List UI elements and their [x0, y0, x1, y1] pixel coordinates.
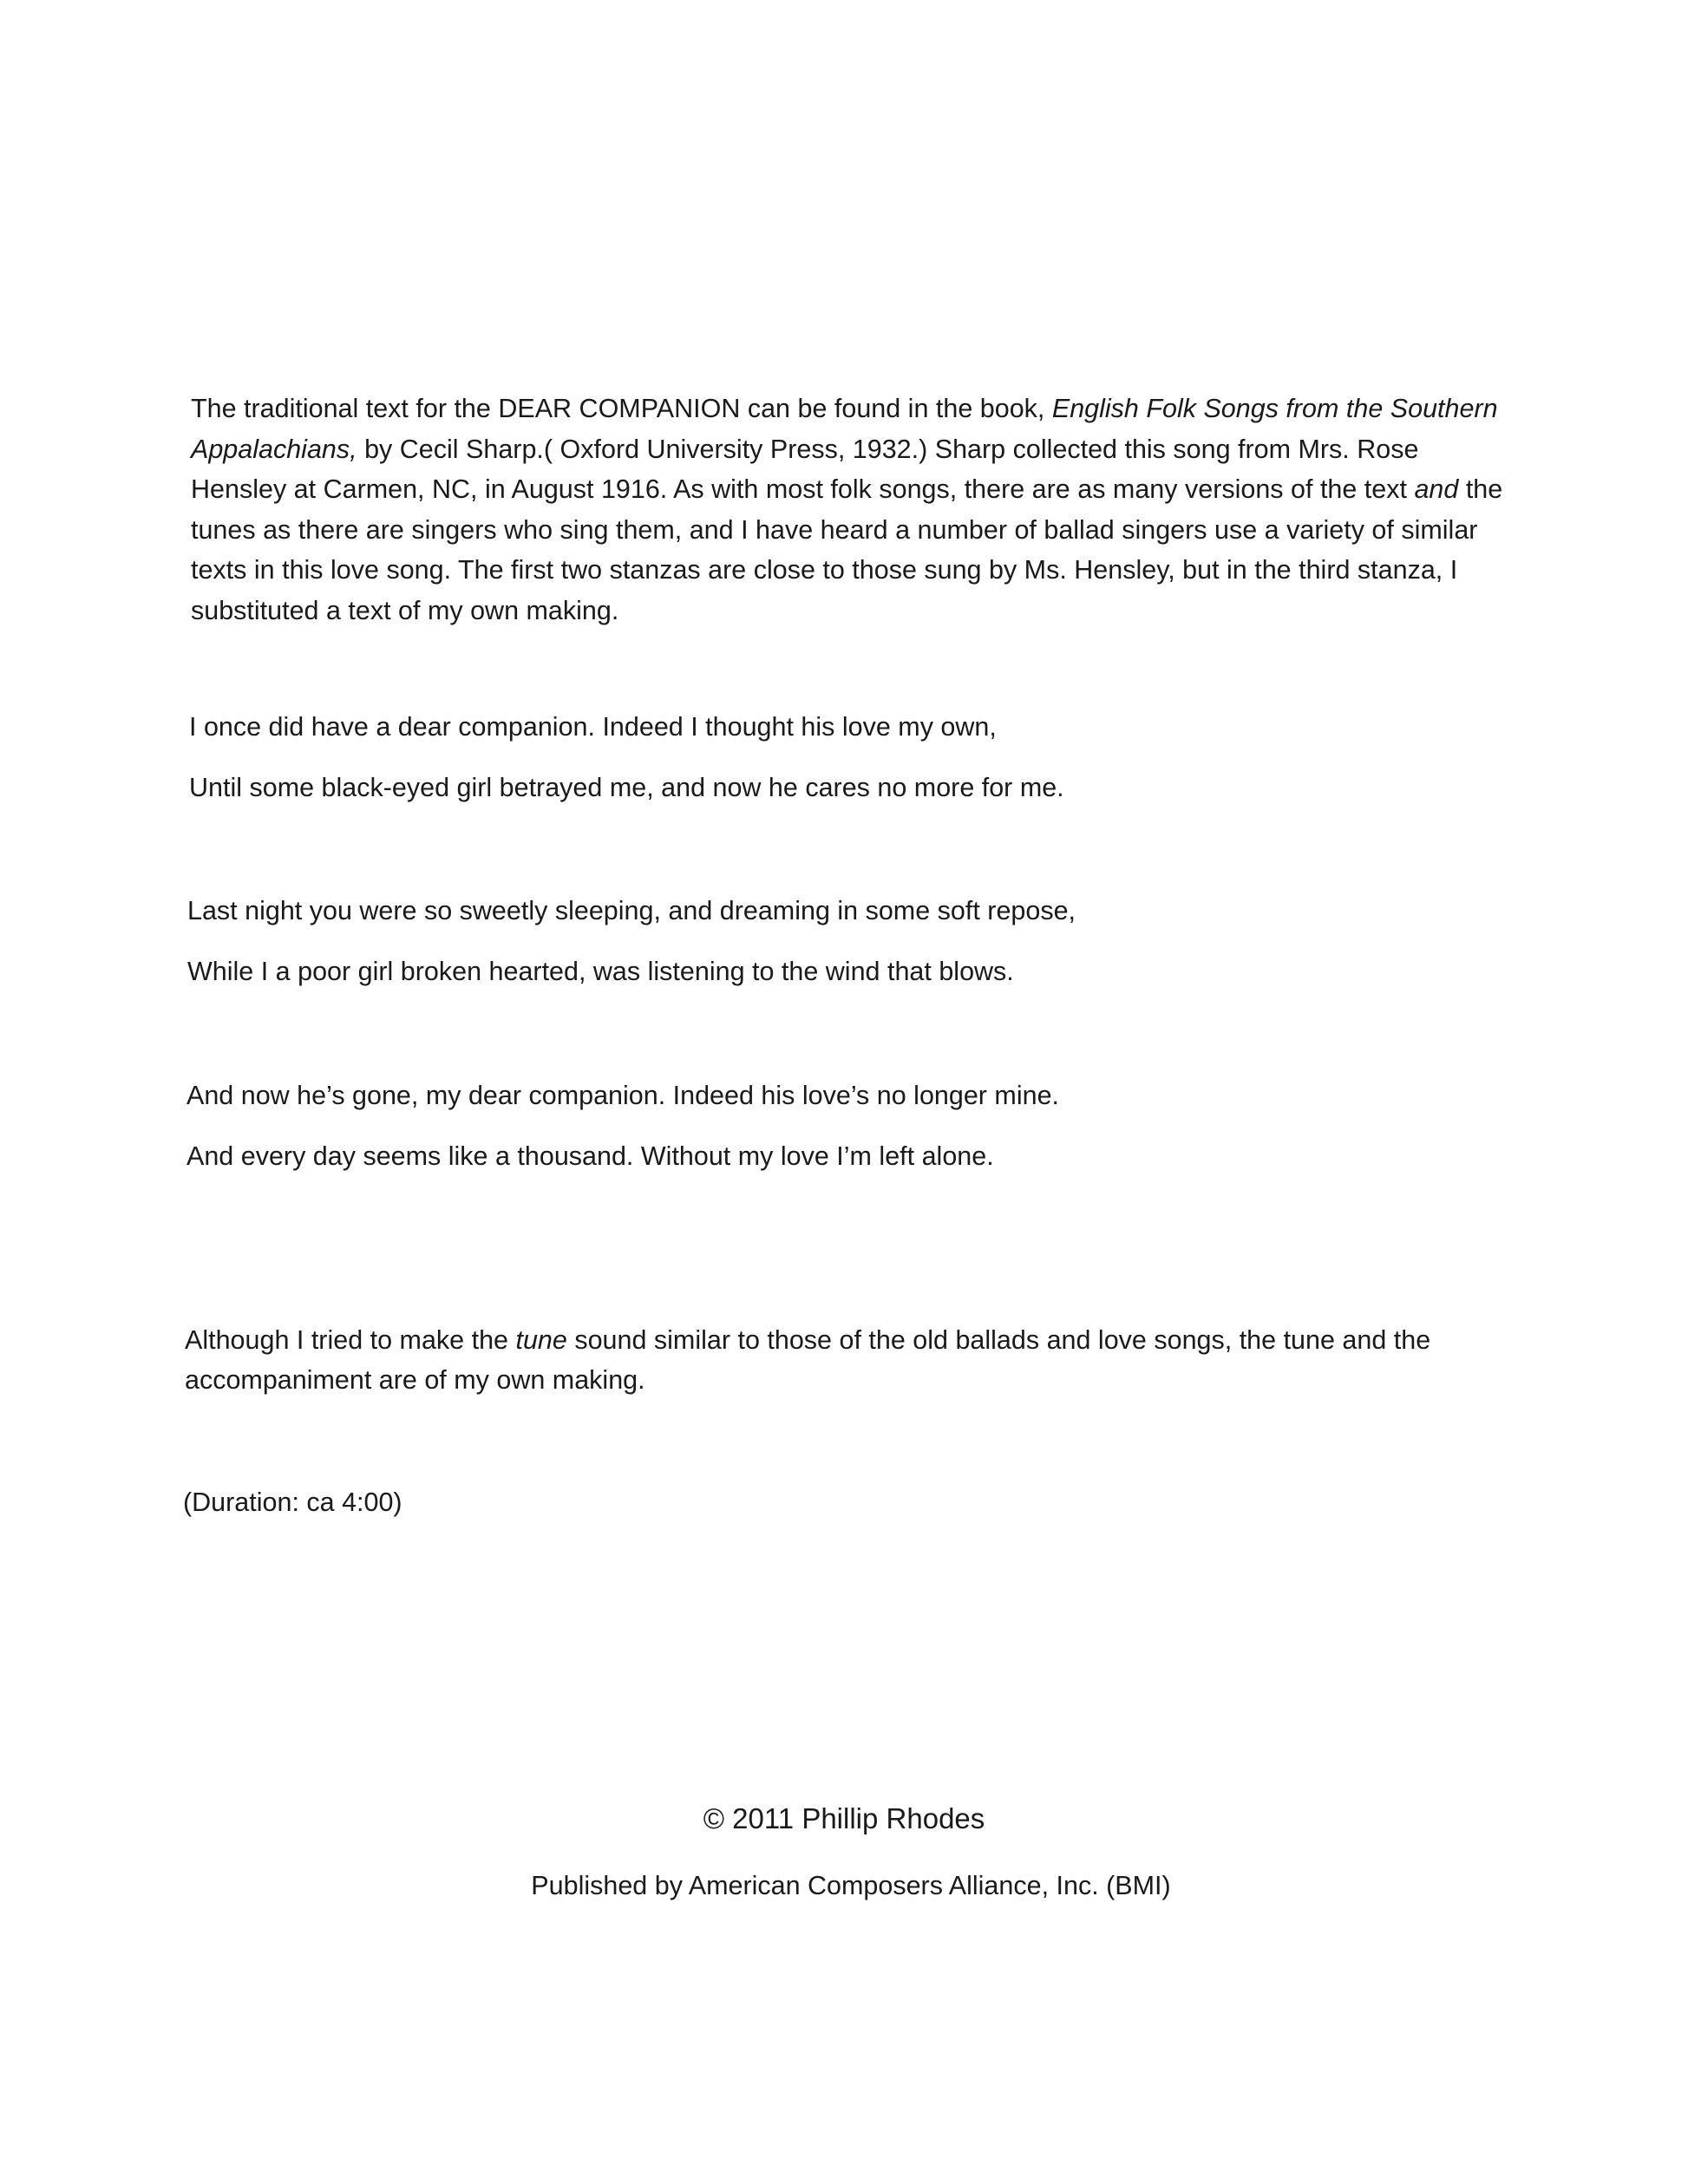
intro-paragraph: [191, 389, 1509, 631]
copyright-line: © 2011 Phillip Rhodes: [703, 1802, 985, 1834]
stanza-2-line-2: While I a poor girl broken hearted, was listening to the wind that blows.: [187, 957, 1014, 986]
closing-paragraph: [185, 1320, 1503, 1400]
stanza-1-line-2: Until some black-eyed girl betrayed me, and now he cares no more for me.: [189, 773, 1064, 802]
stanza-2-line-1: Last night you were so sweetly sleeping, and dreaming in some soft repose,: [187, 896, 1076, 925]
emphasis-and: and: [1414, 474, 1459, 504]
closing-text-1: Although I tried to make the: [185, 1325, 516, 1355]
emphasis-tune: tune: [515, 1325, 567, 1355]
intro-text-3: the tunes as there are singers who sing them, and I have heard a number of ballad singers use a variety of similar texts in this love song. The first two stanzas are close to those sung by Ms. Hensley, but in the third stanza, I substituted a text of my own making.: [191, 474, 1503, 625]
book-title: English Folk Songs from the Southern Appalachians,: [191, 394, 1498, 464]
stanza-3-line-2: And every day seems like a thousand. Without my love I’m left alone.: [186, 1141, 994, 1171]
stanza-3-line-1: And now he’s gone, my dear companion. Indeed his love’s no longer mine.: [186, 1081, 1060, 1110]
stanza-1-line-1: I once did have a dear companion. Indeed I thought his love my own,: [189, 712, 997, 742]
closing-text-2: sound similar to those of the old ballads and love songs, the tune and the accompaniment are of my own making.: [185, 1325, 1431, 1395]
intro-text-2: by Cecil Sharp.( Oxford University Press, 1932.) Sharp collected this song from Mrs. Rose Hensley at Carmen, NC, in August 1916. As with most folk songs, there are as many versions of the text: [191, 434, 1419, 504]
publisher-line: Published by American Composers Alliance, Inc. (BMI): [531, 1871, 1171, 1900]
intro-text-1: The traditional text for the DEAR COMPANION can be found in the book,: [191, 394, 1052, 423]
duration-note: (Duration: ca 4:00): [183, 1488, 402, 1517]
